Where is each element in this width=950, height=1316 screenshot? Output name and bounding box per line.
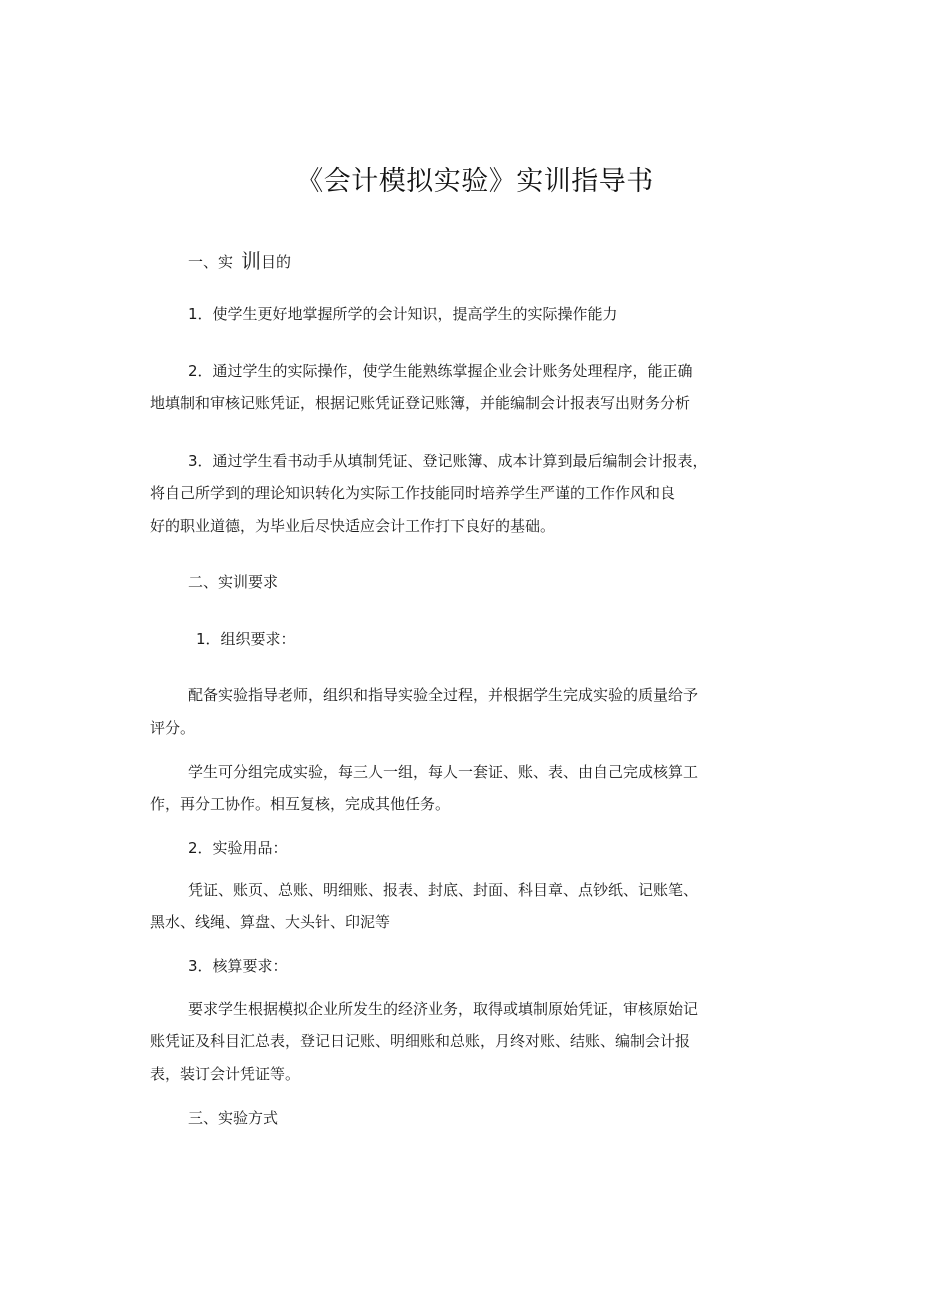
section1-item2-line1: 2．通过学生的实际操作，使学生能熟练掌握企业会计账务处理程序，能正确 (188, 362, 693, 380)
section1-item1: 1．使学生更好地掌握所学的会计知识，提高学生的实际操作能力 (188, 305, 618, 323)
section2-sub3-heading: 3．核算要求： (188, 957, 288, 975)
section2-sub3-line1: 要求学生根据模拟企业所发生的经济业务，取得或填制原始凭证，审核原始记 (188, 1000, 699, 1018)
section2-sub2-heading: 2．实验用品： (188, 839, 288, 857)
section1-item3-line1: 3．通过学生看书动手从填制凭证、登记账簿、成本计算到最后编制会计报表， (188, 452, 708, 470)
section2-sub1-heading: 1．组织要求： (196, 630, 296, 648)
section2-sub1-p1-line1: 配备实验指导老师，组织和指导实验全过程，并根据学生完成实验的质量给予 (188, 686, 699, 704)
section3-heading: 三、实验方式 (188, 1109, 279, 1127)
section2-sub1-p2-line1: 学生可分组完成实验，每三人一组，每人一套证、账、表、由自己完成核算工 (188, 763, 699, 781)
section1-heading-big-char: 训 (241, 249, 262, 273)
section1-item3-line3: 好的职业道德，为毕业后尽快适应会计工作打下良好的基础。 (150, 517, 556, 535)
section2-sub2-line1: 凭证、账页、总账、明细账、报表、封底、封面、科目章、点钞纸、记账笔、 (188, 881, 699, 899)
section2-sub3-line2: 账凭证及科目汇总表，登记日记账、明细账和总账，月终对账、结账、编制会计报 (150, 1032, 691, 1050)
section2-sub1-p2-line2: 作，再分工协作。相互复核，完成其他任务。 (150, 795, 451, 813)
section1-heading-prefix: 一、实 (188, 253, 234, 271)
section2-sub3-line3: 表，装订会计凭证等。 (150, 1065, 301, 1083)
section2-sub1-p1-line2: 评分。 (150, 719, 196, 737)
section1-heading (188, 251, 291, 271)
section2-heading: 二、实训要求 (188, 573, 279, 591)
section1-item3-line2: 将自己所学到的理论知识转化为实际工作技能同时培养学生严谨的工作作风和良 (150, 484, 676, 502)
section2-sub2-line2: 黑水、线绳、算盘、大头针、印泥等 (150, 913, 391, 931)
section1-heading-suffix: 目的 (261, 253, 292, 271)
document-title: 《会计模拟实验》实训指导书 (296, 166, 654, 197)
section1-item2-line2: 地填制和审核记账凭证，根据记账凭证登记账簿，并能编制会计报表写出财务分析 (150, 394, 691, 412)
